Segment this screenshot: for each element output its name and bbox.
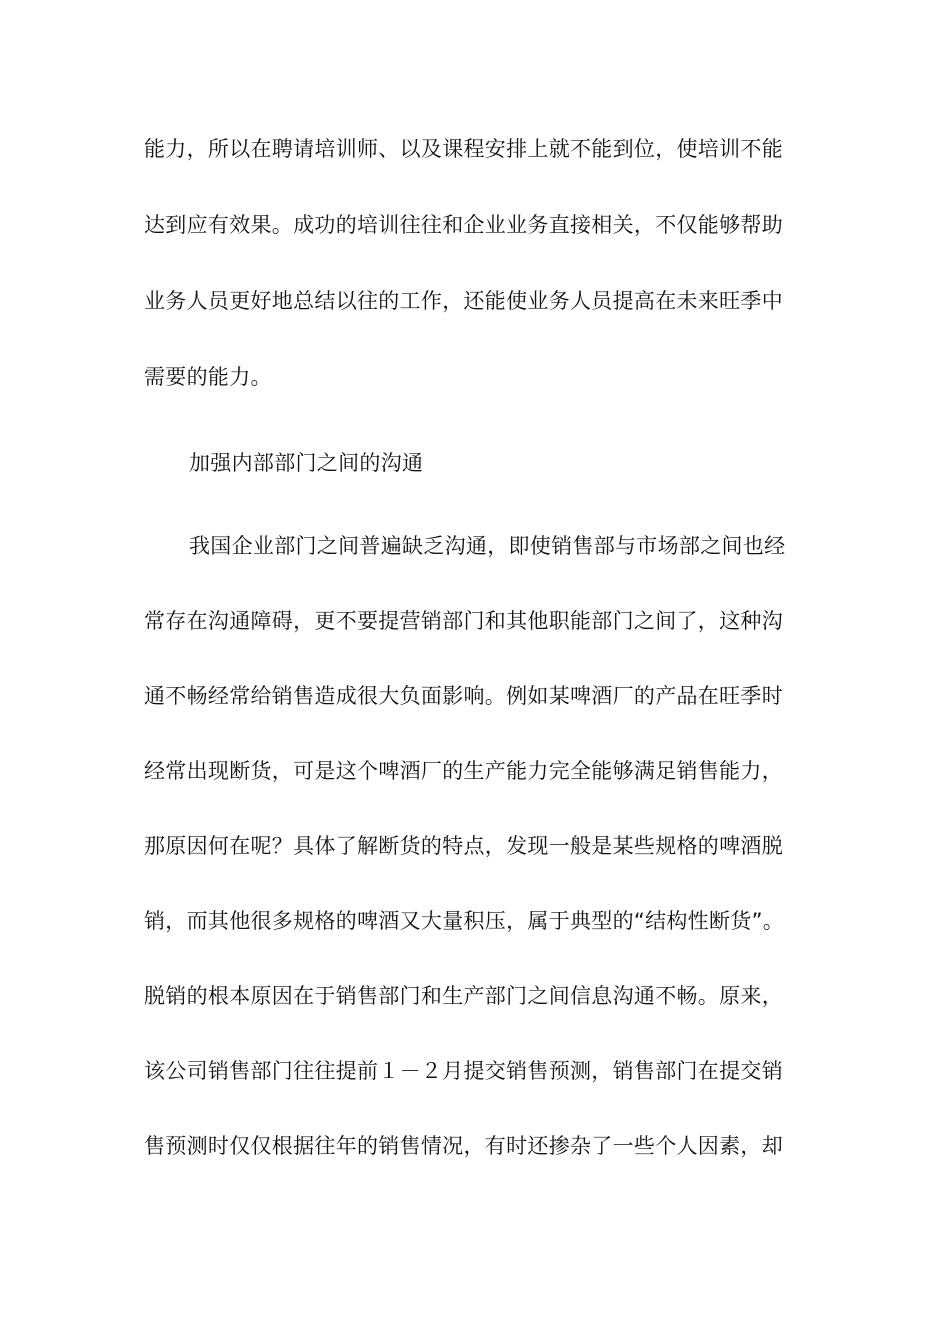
paragraph-line: 脱销的根本原因在于销售部门和生产部门之间信息沟通不畅。原来， (144, 984, 783, 1008)
paragraph-line: 那原因何在呢？具体了解断货的特点，发现一般是某些规格的啤酒脱 (144, 834, 783, 858)
section-heading: 加强内部部门之间的沟通 (189, 451, 424, 475)
paragraph-line: 经常出现断货，可是这个啤酒厂的生产能力完全能够满足销售能力， (144, 759, 783, 783)
paragraph-line: 常存在沟通障碍，更不要提营销部门和其他职能部门之间了，这种沟 (144, 609, 783, 633)
paragraph-line: 业务人员更好地总结以往的工作，还能使业务人员提高在未来旺季中 (144, 289, 783, 313)
paragraph-line: 售预测时仅仅根据往年的销售情况，有时还掺杂了一些个人因素，却 (144, 1134, 783, 1158)
paragraph-line: 能力，所以在聘请培训师、以及课程安排上就不能到位，使培训不能 (144, 137, 783, 161)
paragraph-line: 我国企业部门之间普遍缺乏沟通，即使销售部与市场部之间也经 (189, 534, 786, 558)
paragraph-line: 该公司销售部门往往提前１－２月提交销售预测，销售部门在提交销 (144, 1059, 783, 1083)
paragraph-line: 通不畅经常给销售造成很大负面影响。例如某啤酒厂的产品在旺季时 (144, 684, 783, 708)
paragraph-line: 需要的能力。 (144, 365, 272, 389)
paragraph-line: 达到应有效果。成功的培训往往和企业业务直接相关，不仅能够帮助 (144, 213, 783, 237)
paragraph-line: 销，而其他很多规格的啤酒又大量积压，属于典型的“结构性断货”。 (144, 909, 785, 933)
